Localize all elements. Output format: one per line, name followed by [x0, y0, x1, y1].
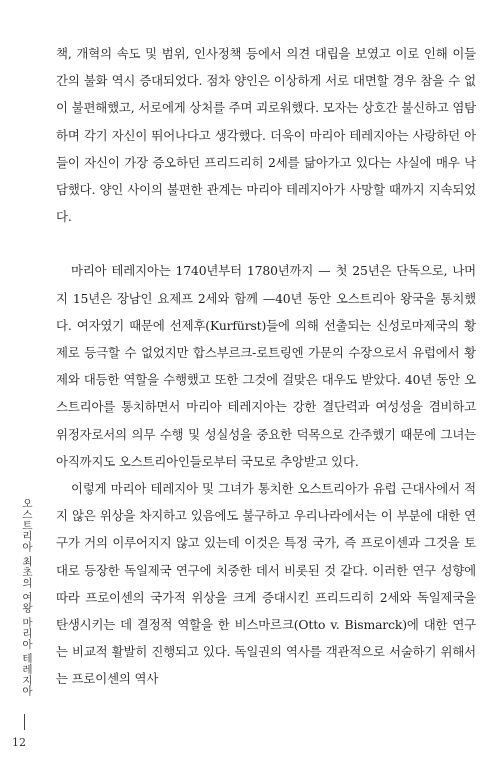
paragraph-3: 이렇게 마리아 테레지아 및 그녀가 통치한 오스트리아가 유럽 근대사에서 적지 않은 위상을 차지하고 있음에도 불구하고 우리나라에서는 이 부분에 대한 연구가 거의 이루어지지 않고 있는데 이것은 특정 국가, 즉 프로이센과 그것을 토대로 등장한 독일제국 연구에 치중한 데서 비롯된 것 같다. 이러한 연구 성향에 따라 프로이센의 국가적 위상을 크게 증대시킨 프리드리히 2세와 독일제국을 탄생시키는 데 결정적 역할을 한 비스마르크(Otto v. Bismarck)에 대한 연구는 비교적 활발히 진행되고 있다. 독일권의 역사를 객관적으로 서술하기 위해서는 프로이센의 역사	[56, 481, 476, 687]
running-title: 오스트리아 최초의 여왕 마리아 테레지아	[21, 498, 33, 697]
body-text	[56, 40, 476, 693]
running-title-divider	[24, 714, 25, 730]
paragraph-2: 마리아 테레지아는 1740년부터 1780년까지 — 첫 25년은 단독으로, 나머지 15년은 장남인 요제프 2세와 함께 —40년 동안 오스트리아 왕국을 통치했다. 여자였기 때문에 선제후(Kurfürst)들에 의해 선출되는 신성로마제국의 황제로 등극할 수 없었지만 합스부르크-로트링엔 가문의 수장으로서 유럽에서 황제와 대등한 역할을 수행했고 또한 그것에 걸맞은 대우도 받았다. 40년 동안 오스트리아를 통치하면서 마리아 테레지아는 강한 결단력과 여성성을 겸비하고 위정자로서의 의무 수행 및 성실성을 중요한 덕목으로 간주했기 때문에 그녀는 아직까지도 오스트리아인들로부터 국모로 추앙받고 있다.	[56, 263, 476, 469]
page-number: 12	[12, 736, 26, 749]
paragraph-1: 책, 개혁의 속도 및 범위, 인사정책 등에서 의견 대립을 보였고 이로 인해 이들 간의 불화 역시 증대되었다. 점차 양인은 이상하게 서로 대면할 경우 참을 수 없이 불편해했고, 서로에게 상처를 주며 괴로워했다. 모자는 상호간 불신하고 염탐하며 각기 자신이 뛰어나다고 생각했다. 더욱이 마리아 테레지아는 사랑하던 아들이 자신이 가장 증오하던 프리드리히 2세를 닮아가고 있다는 사실에 매우 낙담했다. 양인 사이의 불편한 관계는 마리아 테레지아가 사망할 때까지 지속되었다.	[56, 46, 476, 225]
